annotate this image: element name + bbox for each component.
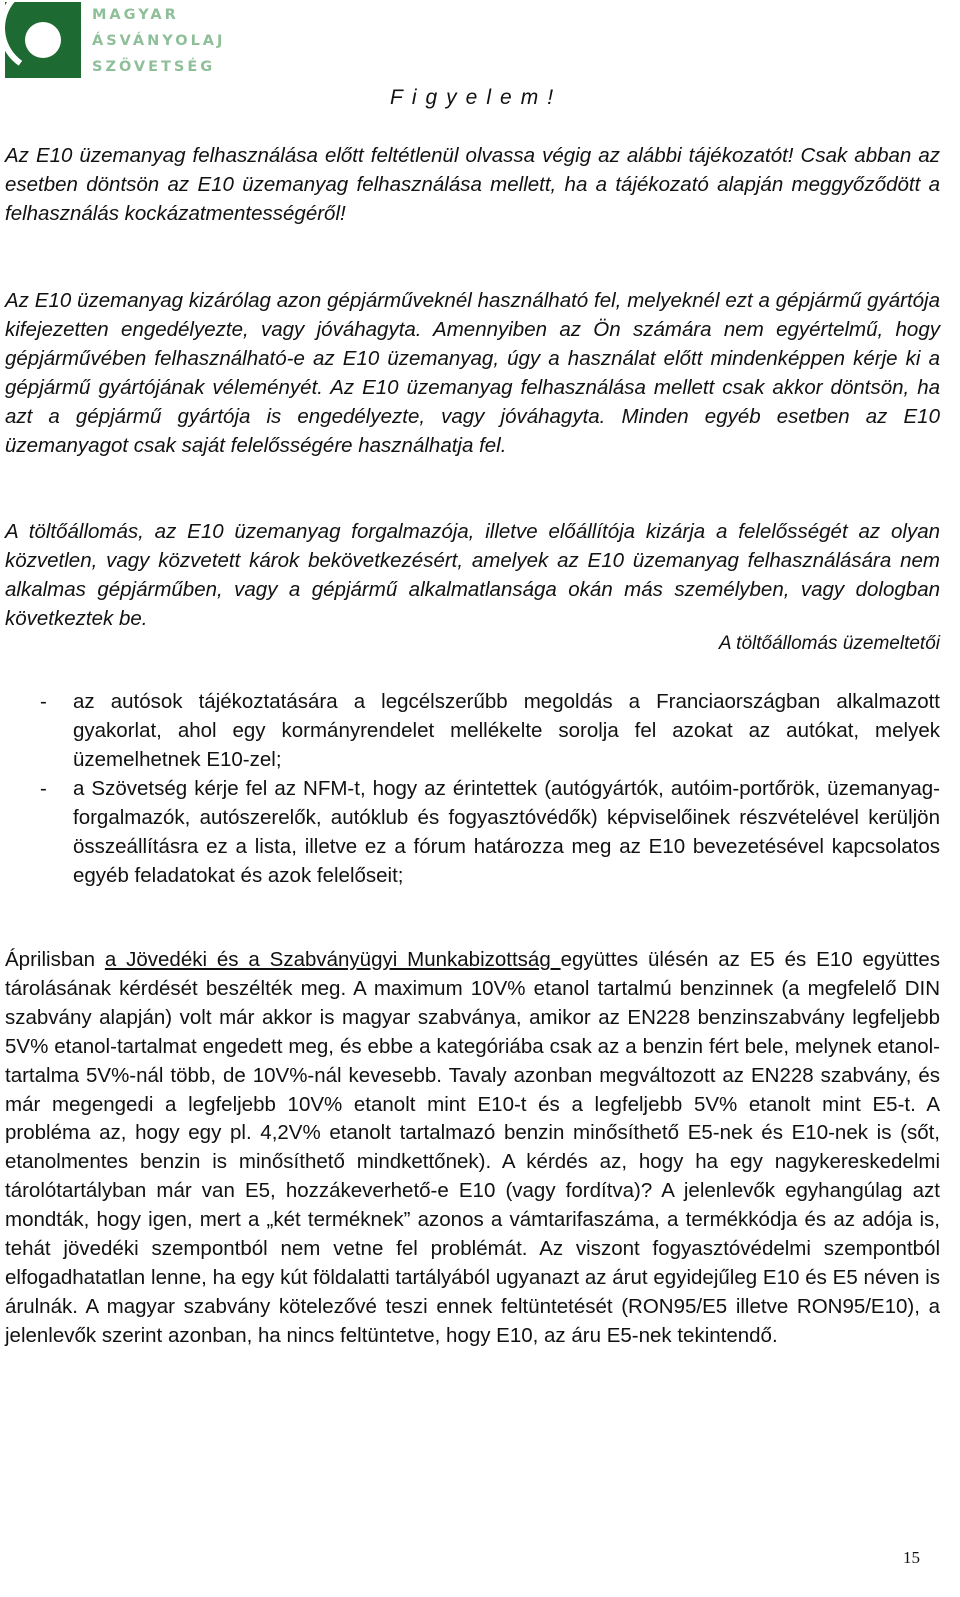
paragraph-lead: Áprilisban	[5, 948, 105, 971]
page-number: 15	[903, 1548, 920, 1567]
paragraph-body: együttes ülésén az E5 és E10 együttes tárolásának kérdését beszélték meg. A maximum 10V% etanol tartalmú benzinnek (a megfelelő DIN szabvány alapján) volt már akkor is magyar szabványa, amikor az EN228 benzinszabvány legfeljebb 5V% etanol-tartalmat engedett meg, és ebbe a kategóriába csak az a benzin fért bele, melynek etanol-tartalma 5V%-nál több, de 10V%-nál kevesebb. Tavaly azonban megváltozott az EN228 szabvány, és már megengedi a legfeljebb 10V% etanolt mint E10-t és a legfeljebb 5V% etanolt mint E5-t. A probléma az, hogy egy pl. 4,2V% etanolt tartalmazó benzin minősíthető E5-nek és E10-nek is (sőt, etanolmentes benzin is minősíthető mindkettőnek). A kérdés az, hogy ha egy nagykereskedelmi tárolótartályban már van E5, hozzákeverhető-e E10 (vagy fordítva)? A jelenlevők egyhangúlag azt mondták, hogy igen, mert a „két terméknek” azonos a vámtarifaszáma, a termékkódja és az adója is, tehát jövedéki szempontból nem vetne fel problémát. Az viszont fogyasztóvédelmi szempontból elfogadhatatlan lenne, ha egy kút földalatti tartályából ugyanazt az árut egyidejűleg E10 és E5 néven is árulnák. A magyar szabvány kötelezővé teszi ennek feltüntetését (RON95/E5 illetve RON95/E10), a jelenlevők szerint azonban, ha nincs feltüntetve, hogy E10, az áru E5-nek tekintendő.	[5, 948, 940, 1347]
warning-signature: A töltőállomás üzemeltetői	[718, 633, 940, 654]
list-dash: -	[40, 690, 47, 713]
association-logo	[5, 2, 265, 82]
list-dash: -	[40, 777, 47, 800]
logo-emblem-icon	[5, 2, 81, 78]
list-item-text: a Szövetség kérje fel az NFM-t, hogy az érintettek (autógyártók, autóim-portőrök, üzemanyag-forgalmazók, autószerelők, autóklub és fogyasztóvédők) képviselőinek részvételével kerüljön összeállításra ez a lista, illetve ez a fórum határozza meg az E10 bevezetésével kapcsolatos egyéb feladatokat és azok felelőseit;	[73, 777, 940, 887]
warning-paragraph-2: Az E10 üzemanyag kizárólag azon gépjárműveknél használható fel, melyeknél ezt a gépjármű gyártója kifejezetten engedélyezte, vagy jóváhagyta. Amennyiben az Ön számára nem egyértelmű, hogy gépjárművében felhasználható-e az E10 üzemanyag, úgy a használat előtt mindenképpen kérje ki a gépjármű gyártójának véleményét. Az E10 üzemanyag felhasználása mellett csak akkor döntsön, ha azt a gépjármű gyártója is engedélyezte, vagy jóváhagyta. Minden egyéb esetben az E10 üzemanyagot csak saját felelősségére használhatja fel.	[5, 289, 940, 457]
logo-line-1: MAGYAR	[92, 7, 179, 23]
list-item	[5, 774, 940, 890]
logo-line-3: SZÖVETSÉG	[92, 59, 216, 75]
warning-paragraph-1: Az E10 üzemanyag felhasználása előtt feltétlenül olvassa végig az alábbi tájékozatót! Csak abban az esetben döntsön az E10 üzemanyag felhasználása mellett, ha a tájékozató alapján meggyőződött a felhasználás kockázatmentességéről!	[5, 144, 940, 225]
warning-paragraph-3: A töltőállomás, az E10 üzemanyag forgalmazója, illetve előállítója kizárja a felelősségét az olyan közvetlen, vagy közvetett károk bekövetkezésért, amelyek az E10 üzemanyag felhasználására nem alkalmas gépjárműben, vagy a gépjármű alkalmatlansága okán más személyben, vagy dologban következtek be.	[5, 520, 940, 630]
list-item	[5, 687, 940, 774]
logo-line-2: ÁSVÁNYOLAJ	[92, 33, 226, 49]
working-group-reference: a Jövedéki és a Szabványügyi Munkabizottság	[104, 948, 561, 971]
document-page	[5, 0, 940, 1597]
april-meeting-paragraph	[5, 946, 940, 1351]
list-item-text: az autósok tájékoztatására a legcélszerűbb megoldás a Franciaországban alkalmazott gyakorlat, ahol egy kormányrendelet mellékelte sorolja fel azokat az autókat, melyek üzemelhetnek E10-zel;	[73, 690, 940, 771]
proposal-list	[5, 687, 940, 890]
logo-wordmark	[92, 2, 225, 80]
warning-title: Figyelem!	[390, 86, 563, 109]
